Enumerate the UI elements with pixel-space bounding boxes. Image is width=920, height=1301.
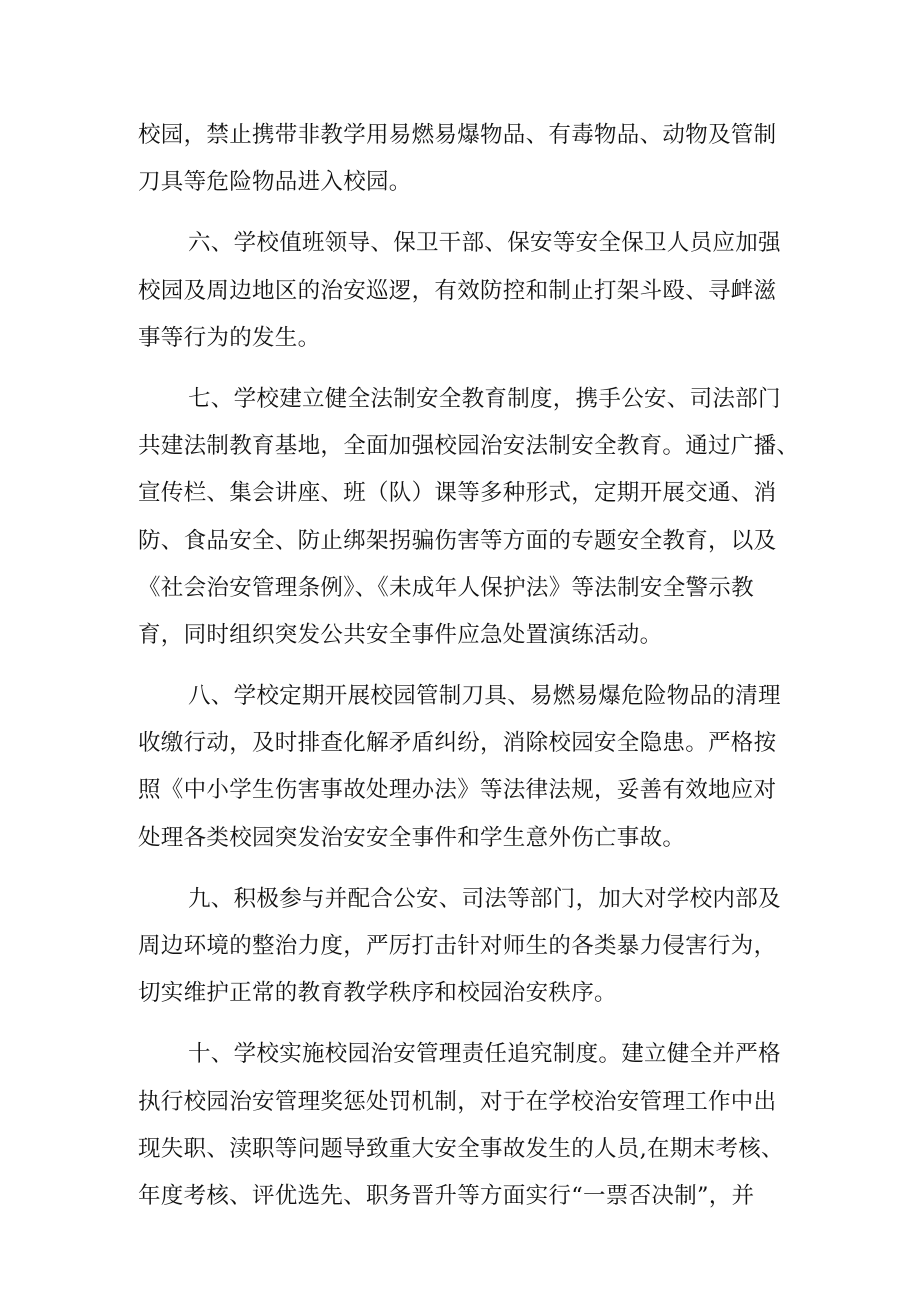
paragraph-para-7 xyxy=(138,376,810,659)
text-line: 执行校园治安管理奖惩处罚机制，对于在学校治安管理工作中出 xyxy=(138,1088,777,1115)
text-line: 事等行为的发生。 xyxy=(138,324,321,351)
paragraph-para-9 xyxy=(138,876,810,1018)
text-line: 周边环境的整治力度，严厉打击针对师生的各类暴力侵害行为， xyxy=(138,933,777,959)
text-line: 防、食品安全、防止绑架拐骗伤害等方面的专题安全教育，以及 xyxy=(138,527,777,554)
text-line: 《社会治安管理条例》、《未成年人保护法》等法制安全警示教 xyxy=(138,574,754,601)
text-line: 切实维护正常的教育教学秩序和校园治安秩序。 xyxy=(138,980,617,1007)
text-line: 处理各类校园突发治安安全事件和学生意外伤亡事故。 xyxy=(138,824,686,851)
text-line: 年度考核、评优选先、职务晋升等方面实行“一票否决制”，并 xyxy=(138,1182,755,1209)
text-line: 收缴行动，及时排查化解矛盾纠纷，消除校园安全隐患。严格按 xyxy=(138,730,777,757)
text-line: 照《中小学生伤害事故处理办法》等法律法规，妥善有效地应对 xyxy=(138,777,777,804)
text-line: 育，同时组织突发公共安全事件应急处置演练活动。 xyxy=(138,621,663,648)
paragraph-para-6 xyxy=(138,220,810,362)
text-line: 刀具等危险物品进入校园。 xyxy=(138,169,412,196)
text-line: 十、学校实施校园治安管理责任追究制度。建立健全并严格 xyxy=(188,1041,781,1068)
text-line: 现失职、渎职等问题导致重大安全事故发生的人员,在期末考核、 xyxy=(138,1135,784,1162)
document-body xyxy=(138,112,810,1234)
text-line: 校园，禁止携带非教学用易燃易爆物品、有毒物品、动物及管制 xyxy=(138,122,777,148)
text-line: 校园及周边地区的治安巡逻，有效防控和制止打架斗殴、寻衅滋 xyxy=(138,277,777,304)
paragraph-para-5-cont xyxy=(138,112,810,206)
text-line: 宣传栏、集会讲座、班（队）课等多种形式，定期开展交通、消 xyxy=(138,480,777,507)
text-line: 九、积极参与并配合公安、司法等部门，加大对学校内部及 xyxy=(188,885,781,912)
paragraph-para-8 xyxy=(138,673,810,862)
text-line: 共建法制教育基地，全面加强校园治安法制安全教育。通过广播、 xyxy=(138,433,800,460)
text-line: 六、学校值班领导、保卫干部、保安等安全保卫人员应加强 xyxy=(188,230,781,257)
text-line: 八、学校定期开展校园管制刀具、易燃易爆危险物品的清理 xyxy=(188,683,781,710)
paragraph-para-10 xyxy=(138,1031,810,1220)
text-line: 七、学校建立健全法制安全教育制度，携手公安、司法部门 xyxy=(188,385,781,412)
